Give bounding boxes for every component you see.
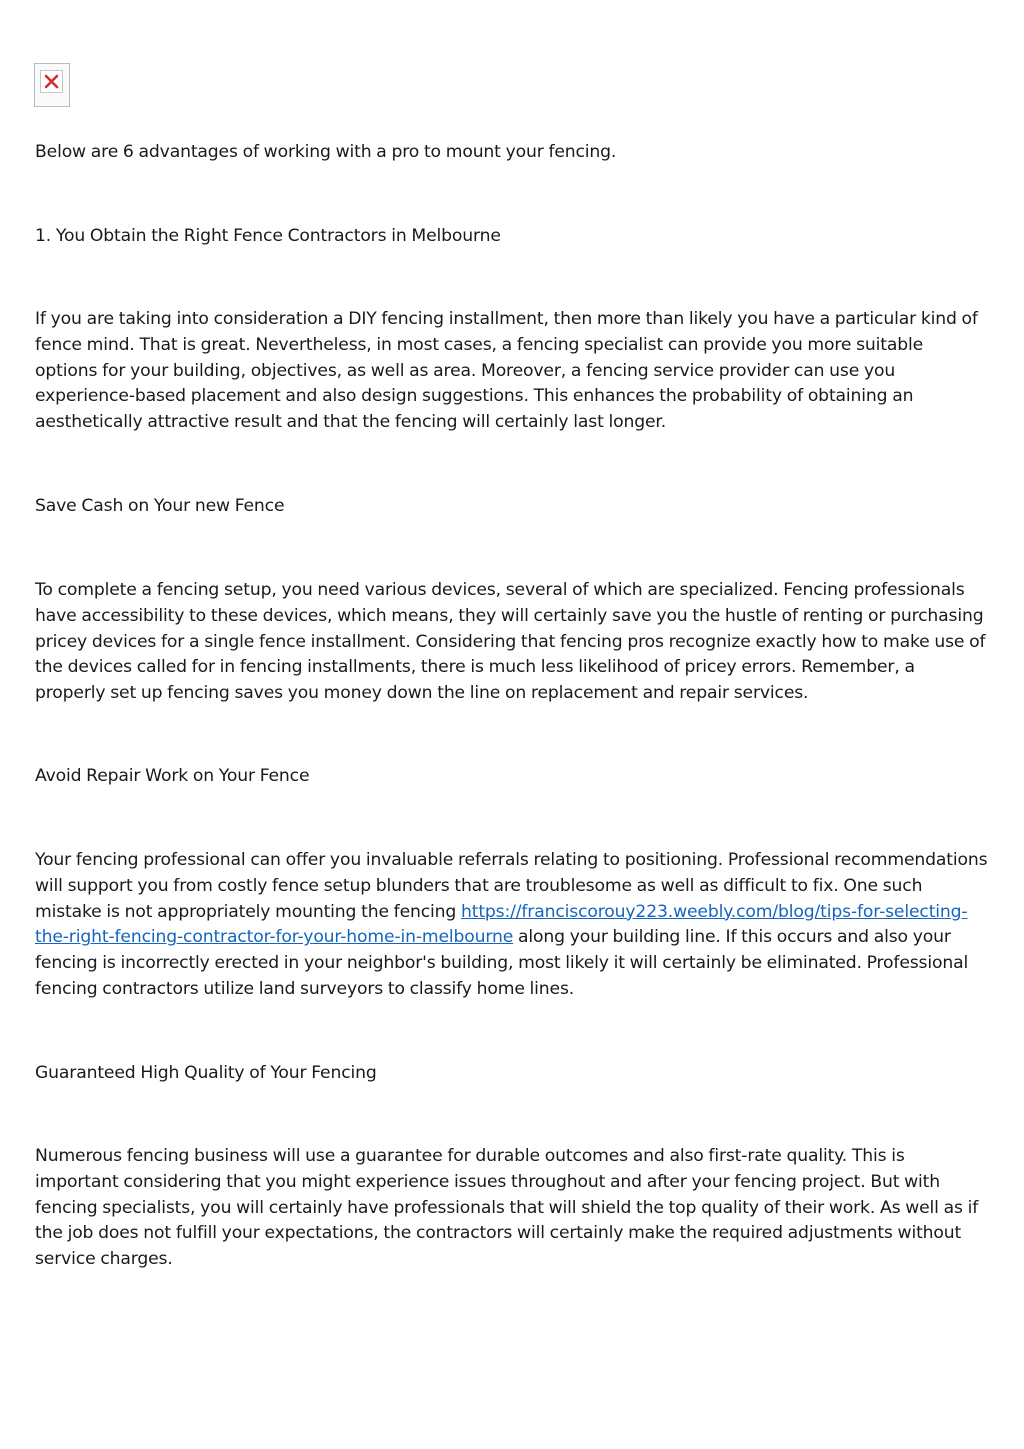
blog-article-link[interactable]: https://franciscorouy223.weebly.com/blog/tips-for-selecting-the-right-fencing-contractor-for-your-home-in-melbourne xyxy=(35,901,968,948)
paragraph-avoid-repair xyxy=(35,848,989,1003)
broken-image-frame xyxy=(40,70,63,93)
section-heading-right-contractors: 1. You Obtain the Right Fence Contractors in Melbourne xyxy=(35,226,501,246)
paragraph-right-contractors: If you are taking into consideration a DIY fencing installment, then more than likely you have a particular kind of fence mind. That is great. Nevertheless, in most cases, a fencing specialist can provide you more suitable options for your building, objectives, as well as area. Moreover, a fencing service provider can use you experience-based placement and also design suggestions. This enhances the probability of obtaining an aesthetically attractive result and that the fencing will certainly last longer. xyxy=(35,309,978,433)
broken-image-icon xyxy=(34,63,70,107)
paragraph-guaranteed-quality: Numerous fencing business will use a guarantee for durable outcomes and also first-rate quality. This is important considering that you might experience issues throughout and after your fencing project. But with fencing specialists, you will certainly have professionals that will shield the top quality of their work. As well as if the job does not fulfill your expectations, the contractors will certainly make the required adjustments without service charges. xyxy=(35,1146,979,1270)
intro-paragraph: Below are 6 advantages of working with a pro to mount your fencing. xyxy=(35,142,617,162)
section-heading-avoid-repair: Avoid Repair Work on Your Fence xyxy=(35,766,310,786)
paragraph-text-before-link: Your fencing professional can offer you invaluable referrals relating to positioning. Professional recommendations will support you from costly fence setup blunders that are troublesome as well as difficult to fix. One such mistake is not appropriately mounting the fencing xyxy=(35,850,988,922)
paragraph-save-cash: To complete a fencing setup, you need various devices, several of which are specialized. Fencing professionals have accessibility to these devices, which means, they will certainly save you the hustle of renting or purchasing pricey devices for a single fence installment. Considering that fencing pros recognize exactly how to make use of the devices called for in fencing installments, there is much less likelihood of pricey errors. Remember, a properly set up fencing saves you money down the line on replacement and repair services. xyxy=(35,580,986,704)
section-heading-save-cash: Save Cash on Your new Fence xyxy=(35,496,285,516)
close-x-icon xyxy=(44,74,59,89)
paragraph-text-after-link: along your building line. If this occurs and also your fencing is incorrectly erected in your neighbor's building, most likely it will certainly be eliminated. Professional fencing contractors utilize land surveyors to classify home lines. xyxy=(35,927,969,999)
section-heading-guaranteed-quality: Guaranteed High Quality of Your Fencing xyxy=(35,1063,377,1083)
